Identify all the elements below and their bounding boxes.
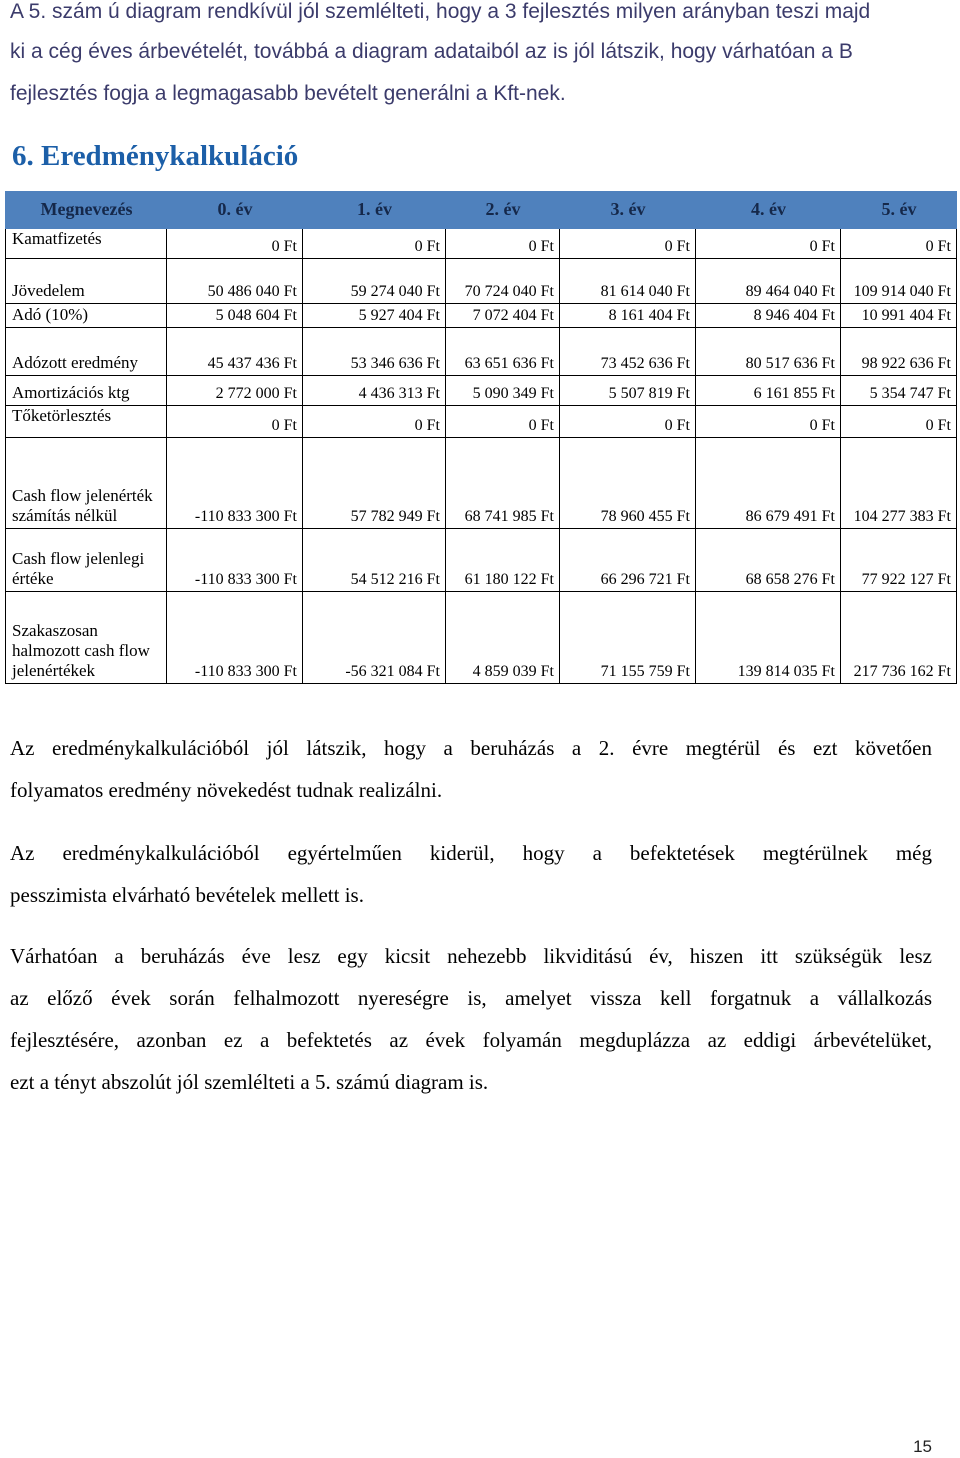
paragraph-line: az előző évek során felhalmozott nyereségre is, amelyet vissza kell forgatnuk a vállalkozás (10, 986, 932, 1010)
table-cell: 4 436 313 Ft (303, 376, 446, 406)
table-row (6, 259, 957, 304)
table-cell: 0 Ft (303, 406, 446, 438)
table-cell: 5 507 819 Ft (560, 376, 696, 406)
column-header: 2. év (446, 192, 560, 229)
table-cell: 50 486 040 Ft (167, 259, 303, 304)
table-cell: 7 072 404 Ft (446, 304, 560, 328)
table-cell: -56 321 084 Ft (303, 592, 446, 684)
paragraph-line: fejlesztésére, azonban ez a befektetés az évek folyamán megduplázza az eddigi árbevételüket, (10, 1028, 932, 1052)
table-cell: 109 914 040 Ft (841, 259, 957, 304)
table-cell: 0 Ft (696, 406, 841, 438)
table-cell: 5 090 349 Ft (446, 376, 560, 406)
table-cell: 0 Ft (167, 229, 303, 259)
paragraph (10, 832, 932, 916)
table-cell: 68 741 985 Ft (446, 438, 560, 529)
table-cell: 80 517 636 Ft (696, 328, 841, 376)
table-row (6, 406, 957, 438)
table-cell: 86 679 491 Ft (696, 438, 841, 529)
table-cell: 0 Ft (303, 229, 446, 259)
table-cell: 98 922 636 Ft (841, 328, 957, 376)
table-cell: 104 277 383 Ft (841, 438, 957, 529)
table-cell: -110 833 300 Ft (167, 529, 303, 592)
row-label: Szakaszosan halmozott cash flow jelenértékek (6, 592, 167, 684)
column-header: 3. év (560, 192, 696, 229)
result-table (5, 191, 957, 684)
paragraph (10, 727, 932, 811)
paragraph-line: ezt a tényt abszolút jól szemlélteti a 5. számú diagram is. (10, 1070, 489, 1094)
paragraph-line: Az eredménykalkulációból jól látszik, hogy a beruházás a 2. évre megtérül és ezt követően (10, 736, 932, 760)
table-row (6, 304, 957, 328)
table-cell: 53 346 636 Ft (303, 328, 446, 376)
table-cell: 73 452 636 Ft (560, 328, 696, 376)
table-header-row (6, 192, 957, 229)
table-cell: 2 772 000 Ft (167, 376, 303, 406)
table-cell: 5 927 404 Ft (303, 304, 446, 328)
table-cell: 66 296 721 Ft (560, 529, 696, 592)
table-cell: 0 Ft (841, 229, 957, 259)
paragraph-line: Várhatóan a beruházás éve lesz egy kicsit nehezebb likviditású év, hiszen itt szükségük lesz (10, 944, 932, 968)
table-row (6, 592, 957, 684)
table-cell: 63 651 636 Ft (446, 328, 560, 376)
paragraph-line: pesszimista elvárható bevételek mellett is. (10, 883, 364, 907)
table-cell: 0 Ft (446, 406, 560, 438)
table-cell: 0 Ft (560, 229, 696, 259)
section-title: 6. Eredménykalkuláció (12, 140, 299, 172)
table-cell: -110 833 300 Ft (167, 592, 303, 684)
table-cell: 8 161 404 Ft (560, 304, 696, 328)
table-cell: 68 658 276 Ft (696, 529, 841, 592)
table-cell: 10 991 404 Ft (841, 304, 957, 328)
column-header: 4. év (696, 192, 841, 229)
column-header: 5. év (841, 192, 957, 229)
table-cell: 217 736 162 Ft (841, 592, 957, 684)
column-header: Megnevezés (6, 192, 167, 229)
table-cell: 0 Ft (841, 406, 957, 438)
table-cell: 89 464 040 Ft (696, 259, 841, 304)
table-row (6, 229, 957, 259)
table-row (6, 376, 957, 406)
table-cell: 0 Ft (696, 229, 841, 259)
table-cell: 4 859 039 Ft (446, 592, 560, 684)
table-cell: 77 922 127 Ft (841, 529, 957, 592)
paragraph (10, 935, 932, 1103)
table-cell: 59 274 040 Ft (303, 259, 446, 304)
table-cell: 0 Ft (560, 406, 696, 438)
row-label: Jövedelem (6, 259, 167, 304)
row-label: Adózott eredmény (6, 328, 167, 376)
table-cell: 45 437 436 Ft (167, 328, 303, 376)
table-cell: 78 960 455 Ft (560, 438, 696, 529)
table-cell: 54 512 216 Ft (303, 529, 446, 592)
paragraph-line: Az eredménykalkulációból egyértelműen kiderül, hogy a befektetések megtérülnek még (10, 841, 932, 865)
column-header: 1. év (303, 192, 446, 229)
paragraph-line: folyamatos eredmény növekedést tudnak realizálni. (10, 778, 443, 802)
table-cell: 61 180 122 Ft (446, 529, 560, 592)
table-cell: 57 782 949 Ft (303, 438, 446, 529)
table-row (6, 438, 957, 529)
intro-line: fejlesztés fogja a legmagasabb bevételt generálni a Kft-nek. (10, 82, 566, 105)
table-row (6, 328, 957, 376)
row-label: Adó (10%) (6, 304, 167, 328)
table-cell: -110 833 300 Ft (167, 438, 303, 529)
table-cell: 81 614 040 Ft (560, 259, 696, 304)
table-cell: 71 155 759 Ft (560, 592, 696, 684)
table-cell: 6 161 855 Ft (696, 376, 841, 406)
table-cell: 0 Ft (446, 229, 560, 259)
row-label: Cash flow jelenérték számítás nélkül (6, 438, 167, 529)
table-cell: 5 354 747 Ft (841, 376, 957, 406)
row-label: Kamatfizetés (6, 229, 167, 259)
table-cell: 139 814 035 Ft (696, 592, 841, 684)
table-cell: 0 Ft (167, 406, 303, 438)
intro-line: ki a cég éves árbevételét, továbbá a diagram adataiból az is jól látszik, hogy várhatóan a B (10, 40, 853, 63)
page-number: 15 (913, 1437, 932, 1456)
column-header: 0. év (167, 192, 303, 229)
table-cell: 5 048 604 Ft (167, 304, 303, 328)
row-label: Cash flow jelenlegi értéke (6, 529, 167, 592)
table-cell: 8 946 404 Ft (696, 304, 841, 328)
row-label: Tőketörlesztés (6, 406, 167, 438)
table-cell: 70 724 040 Ft (446, 259, 560, 304)
intro-line: A 5. szám ú diagram rendkívül jól szemlélteti, hogy a 3 fejlesztés milyen arányban teszi majd (10, 0, 871, 23)
row-label: Amortizációs ktg (6, 376, 167, 406)
table-row (6, 529, 957, 592)
